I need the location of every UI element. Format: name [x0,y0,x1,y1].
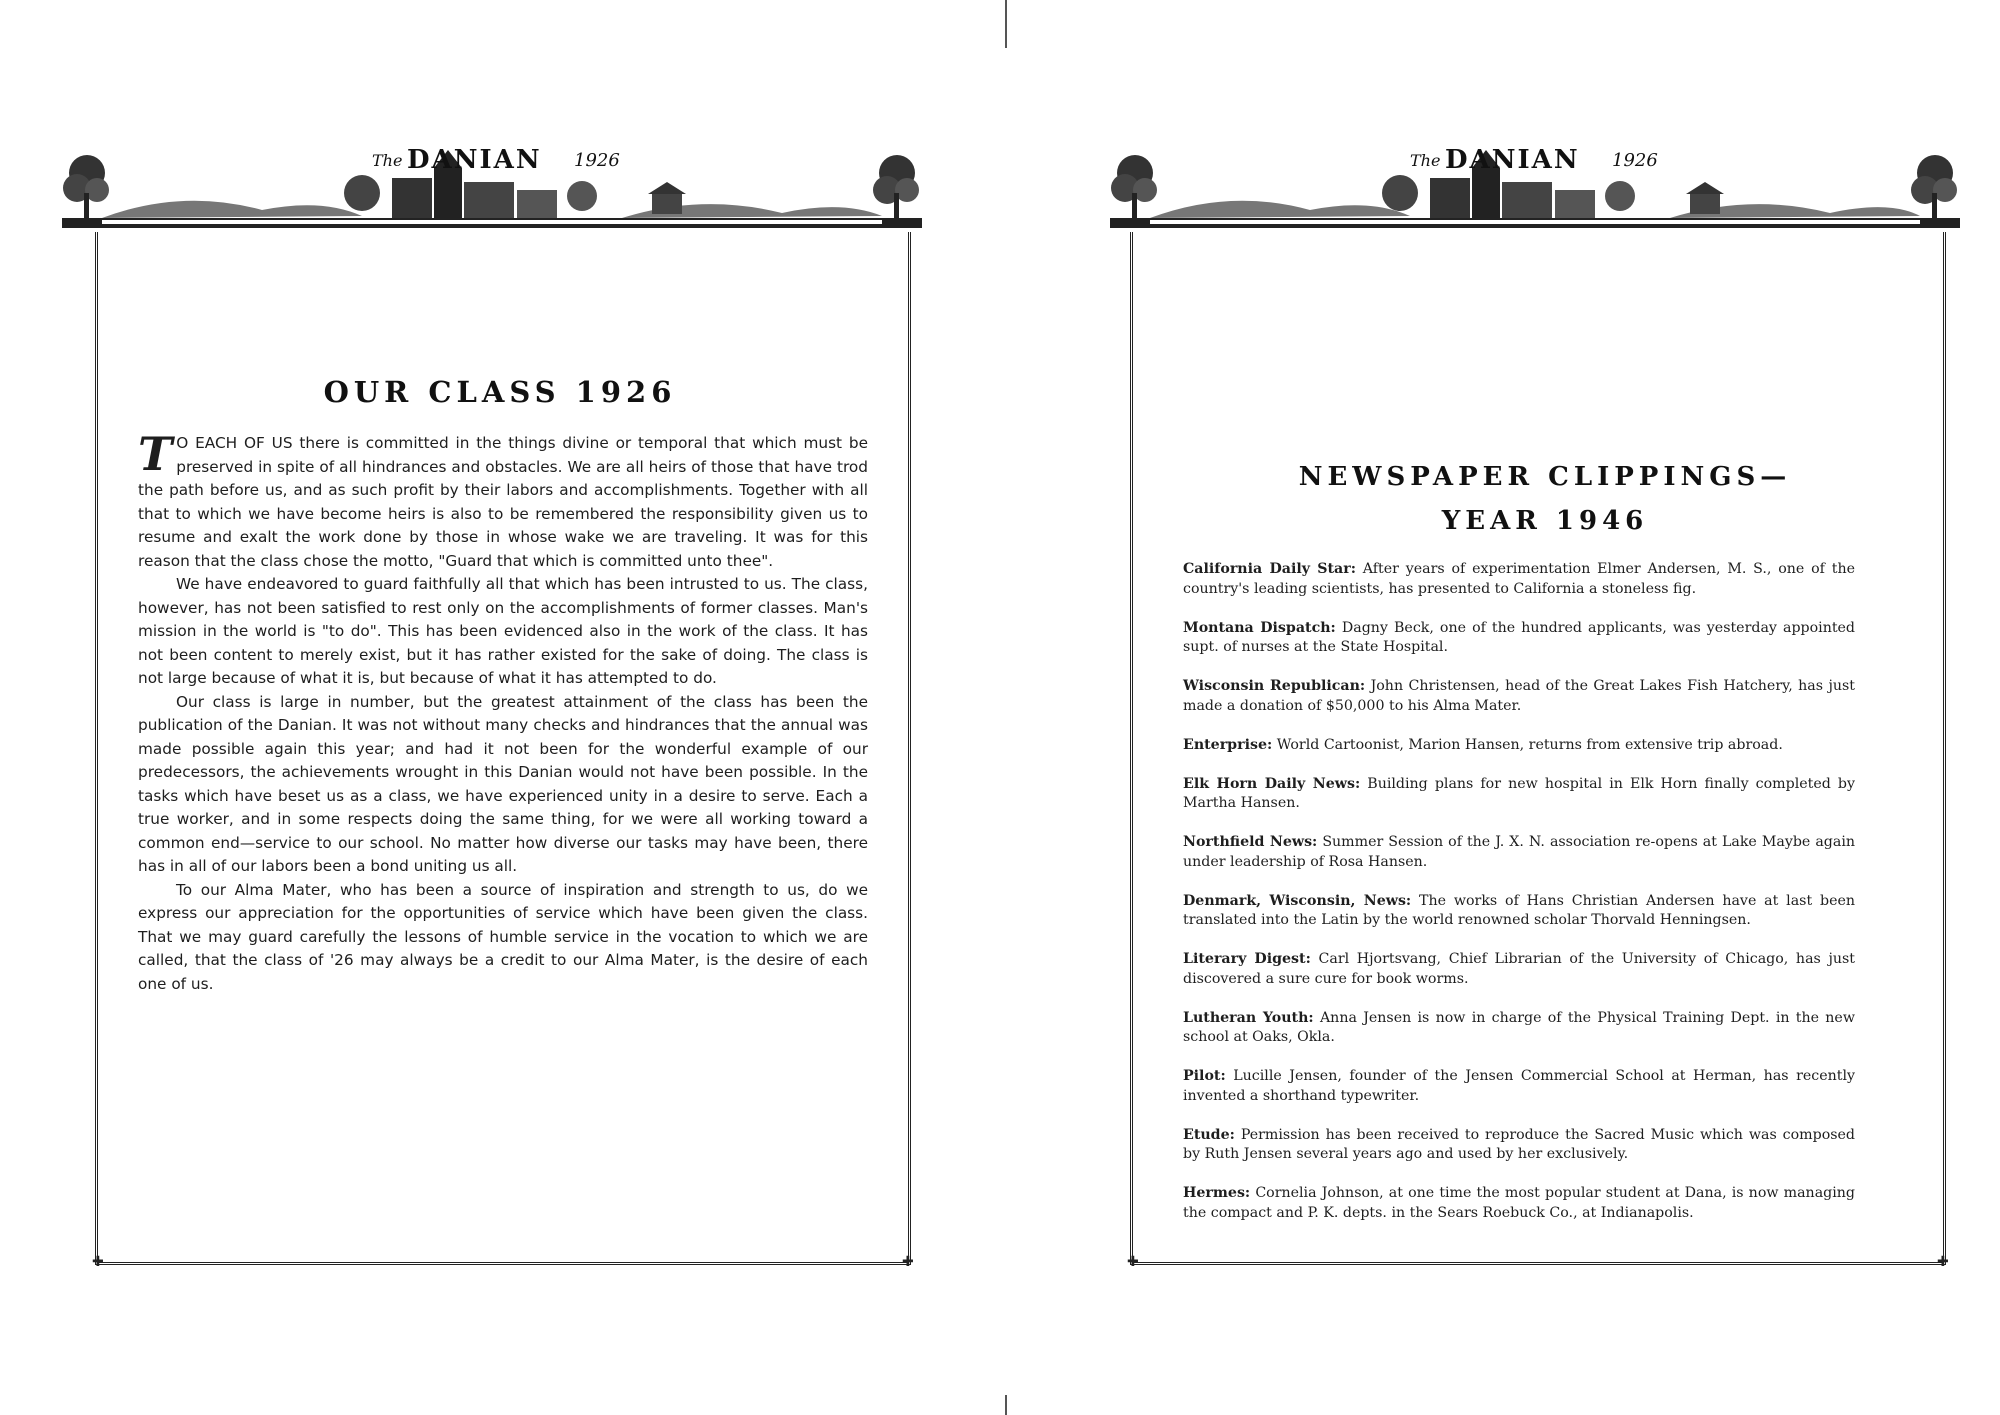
clipping-item [1183,736,1855,756]
essay-paragraph-2: We have endeavored to guard faithfully all that which has been intrusted to us. The class, however, has not been satisfied to rest only on the accomplishments of former classes. Man's mission in the world is "to do". This has been evidenced also in the work of the class. It has not been content to merely exist, but it has rather existed for the sake of doing. The class is not large because of what it is, but because of what it has attempted to do. [138,575,868,687]
clipping-item [1183,833,1855,872]
essay-paragraph-1-text: O EACH OF US there is committed in the things divine or temporal that which must be preserved in spite of all hindrances and obstacles. We are all heirs of those that have trod the path before us, and as such profit by their labors and accomplishments. Together with all that to which we have become heirs is also to be remembered the responsibility given us to resume and exalt the work done by those in whose wake we are traveling. It was for this reason that the class chose the motto, "Guard that which is committed unto thee". [138,434,868,570]
corner-ornament-left: ✚ [1127,1254,1139,1270]
clipping-text: Lucille Jensen, founder of the Jensen Commercial School at Herman, has recently invented a shorthand typewriter. [1183,1068,1856,1104]
clipping-text: The works of Hans Christian Andersen have at last been translated into the Latin by the world renowned scholar Thorvald Henningsen. [1183,892,1856,928]
drop-cap-letter: T [138,427,173,481]
clipping-item [1183,1009,1855,1048]
clipping-source: Montana Dispatch: [1183,619,1336,636]
class-essay [138,427,868,996]
clipping-source: Etude: [1183,1126,1235,1143]
corner-ornament-right: ✚ [902,1254,914,1270]
clipping-text: John Christensen, head of the Great Lakes Fish Hatchery, has just made a donation of $50,000 to his Alma Mater. [1183,678,1855,714]
clipping-item [1183,892,1855,931]
clipping-text: After years of experimentation Elmer Andersen, M. S., one of the country's leading scientists, has presented to California a stoneless fig. [1183,561,1855,597]
page-title: OUR CLASS 1926 [323,375,677,409]
clipping-item [1183,950,1855,989]
clipping-item [1183,1184,1855,1223]
clipping-source: Wisconsin Republican: [1183,678,1366,694]
essay-paragraph-4: To our Alma Mater, who has been a source of inspiration and strength to us, do we express our appreciation for the opportunities of service which have been given the class. That we may guard carefully the lessons of humble service in the vocation to which we are called, that the class of '26 may always be a credit to our Alma Mater, is the desire of each one of us. [138,880,868,993]
clipping-item [1183,677,1855,716]
clipping-text: Anna Jensen is now in charge of the Physical Training Dept. in the new school at Oaks, Okla. [1183,1009,1855,1045]
banner-name: DANIAN [407,145,542,175]
clipping-item [1183,560,1855,599]
clipping-source: Literary Digest: [1183,951,1311,967]
banner-year: 1926 [1612,150,1658,171]
clipping-source: Denmark, Wisconsin, News: [1183,892,1412,909]
clipping-text: World Cartoonist, Marion Hansen, returns from extensive trip abroad. [1276,736,1783,753]
clipping-source: Elk Horn Daily News: [1183,775,1361,792]
clipping-text: Dagny Beck, one of the hundred applicants, was yesterday appointed supt. of nurses at the State Hospital. [1183,619,1856,655]
clipping-source: Hermes: [1183,1185,1251,1201]
clipping-text: Permission has been received to reproduce the Sacred Music which was composed by Ruth Jensen several years ago and used by her exclusively. [1183,1126,1855,1162]
clipping-source: Northfield News: [1183,834,1318,850]
banner-name: DANIAN [1445,145,1580,175]
danian-header-illustration [62,138,922,238]
clipping-item [1183,775,1855,814]
clipping-source: California Daily Star: [1183,561,1356,577]
clipping-source: Lutheran Youth: [1183,1009,1314,1026]
clipping-source: Pilot: [1183,1068,1226,1084]
corner-ornament-left: ✚ [92,1254,104,1270]
clipping-text: Cornelia Johnson, at one time the most popular student at Dana, is now managing the compact and P. K. depts. in the Sears Roebuck Co., at Indianapolis. [1183,1185,1855,1221]
clipping-item [1183,619,1855,658]
clipping-source: Enterprise: [1183,736,1273,753]
clipping-text: Carl Hjortsvang, Chief Librarian of the University of Chicago, has just discovered a sure cure for book worms. [1183,951,1855,987]
clipping-text: Summer Session of the J. X. N. association re-opens at Lake Maybe again under leadership of Rosa Hansen. [1183,834,1855,870]
clippings-title-line-1: NEWSPAPER CLIPPINGS— [1298,462,1792,492]
clipping-item [1183,1126,1855,1165]
corner-ornament-right: ✚ [1937,1254,1949,1270]
danian-header-illustration [1110,138,1960,238]
clipping-item [1183,1067,1855,1106]
essay-paragraph-3: Our class is large in number, but the greatest attainment of the class has been the publication of the Danian. It was not without many checks and hindrances that the annual was made possible again this year; and had it not been for the wonderful example of our predecessors, the achievements wrought in this Danian would not have been possible. In the tasks which have beset us as a class, we have experienced unity in a desire to serve. Each a true worker, and in some respects doing the same thing, for we were all working toward a common end—service to our school. No matter how diverse our tasks may have been, there has in all of our labors been a bond uniting us all. [138,692,868,875]
newspaper-clippings-list [1183,560,1855,1243]
clippings-title-line-2: YEAR 1946 [1441,506,1649,536]
banner-the: The [1410,151,1441,170]
clipping-text: Building plans for new hospital in Elk Horn finally completed by Martha Hansen. [1183,775,1855,811]
essay-paragraph-1 [138,427,868,573]
banner-the: The [372,151,403,170]
banner-year: 1926 [574,150,620,171]
